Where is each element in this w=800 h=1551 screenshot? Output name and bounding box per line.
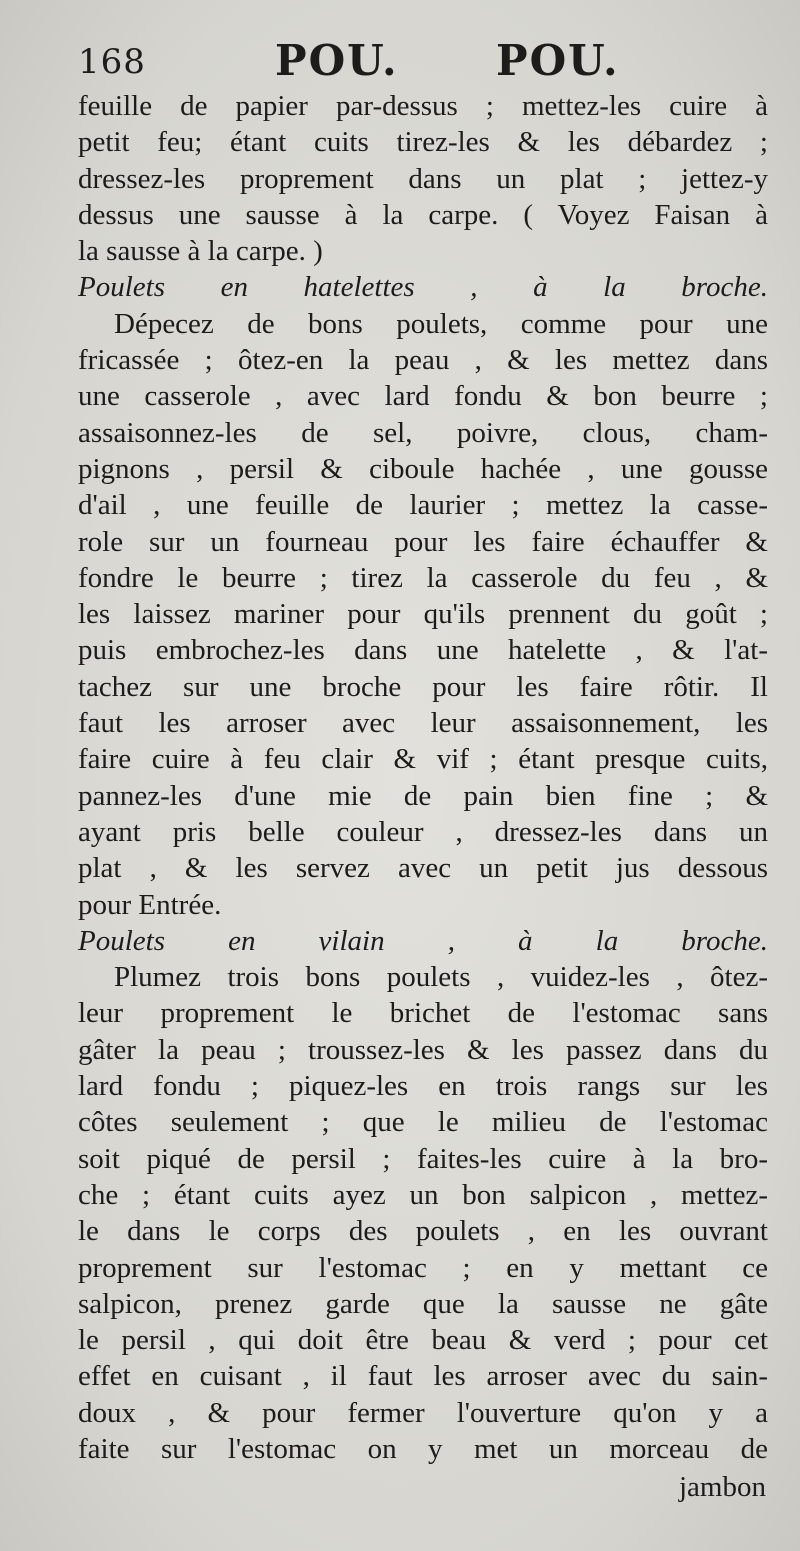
text-line: côtes seulement ; que le milieu de l'estomac <box>78 1106 768 1139</box>
running-head-left: POU. <box>275 36 399 85</box>
text-line: lard fondu ; piquez-les en trois rangs sur les <box>78 1070 768 1103</box>
text-line: le dans le corps des poulets , en les ouvrant <box>78 1215 768 1248</box>
text-line: Plumez trois bons poulets , vuidez-les , ôtez- <box>114 961 768 994</box>
section-heading: Poulets en vilain , à la broche. <box>78 924 768 957</box>
text-line: pignons , persil & ciboule hachée , une gousse <box>78 452 768 485</box>
text-line: dessus une sausse à la carpe. ( Voyez Faisan à <box>78 198 768 231</box>
text-line: feuille de papier par-dessus ; mettez-les cuire à <box>78 90 768 122</box>
text-line: faite sur l'estomac on y met un morceau de <box>78 1432 768 1465</box>
text-line: puis embrochez-les dans une hatelette , & l'at- <box>78 634 768 667</box>
text-line: le persil , qui doit être beau & verd ; pour cet <box>78 1324 768 1357</box>
text-line: plat , & les servez avec un petit jus dessous <box>78 852 768 885</box>
text-line: fricassée ; ôtez-en la peau , & les mettez dans <box>78 344 768 377</box>
text-line: ayant pris belle couleur , dressez-les dans un <box>78 815 768 848</box>
text-line: role sur un fourneau pour les faire échauffer & <box>78 525 768 558</box>
text-line: che ; étant cuits ayez un bon salpicon , mettez- <box>78 1178 768 1211</box>
text-line: fondre le beurre ; tirez la casserole du feu , & <box>78 561 768 594</box>
section-heading: Poulets en hatelettes , à la broche. <box>78 271 768 304</box>
text-line: la sausse à la carpe. ) <box>78 235 323 268</box>
text-line: pannez-les d'une mie de pain bien fine ; & <box>78 779 768 812</box>
running-head <box>78 30 770 88</box>
text-line: faut les arroser avec leur assaisonnement, les <box>78 707 768 740</box>
text-line: Dépecez de bons poulets, comme pour une <box>114 307 768 340</box>
text-line: salpicon, prenez garde que la sausse ne gâte <box>78 1287 768 1320</box>
text-line: assaisonnez-les de sel, poivre, clous, cham- <box>78 416 768 449</box>
text-line: leur proprement le brichet de l'estomac sans <box>78 997 768 1030</box>
text-line: petit feu; étant cuits tirez-les & les débardez ; <box>78 126 768 159</box>
text-line: pour Entrée. <box>78 888 222 921</box>
text-line: gâter la peau ; troussez-les & les passez dans du <box>78 1033 768 1066</box>
text-line: faire cuire à feu clair & vif ; étant presque cuits, <box>78 743 768 776</box>
text-line: une casserole , avec lard fondu & bon beurre ; <box>78 380 768 413</box>
running-head-right: POU. <box>496 36 620 85</box>
text-line: effet en cuisant , il faut les arroser avec du sain- <box>78 1360 768 1393</box>
text-line: d'ail , une feuille de laurier ; mettez la casse- <box>78 489 768 522</box>
text-line: dressez-les proprement dans un plat ; jettez-y <box>78 162 768 195</box>
text-line: doux , & pour fermer l'ouverture qu'on y a <box>78 1396 768 1429</box>
body-text <box>78 88 768 1467</box>
text-line: proprement sur l'estomac ; en y mettant ce <box>78 1251 768 1284</box>
page-number: 168 <box>78 42 146 82</box>
text-line: tachez sur une broche pour les faire rôtir. Il <box>78 670 768 703</box>
text-line: soit piqué de persil ; faites-les cuire à la bro- <box>78 1142 768 1175</box>
text-line: les laissez mariner pour qu'ils prennent du goût ; <box>78 598 768 631</box>
catchword: jambon <box>679 1471 766 1503</box>
